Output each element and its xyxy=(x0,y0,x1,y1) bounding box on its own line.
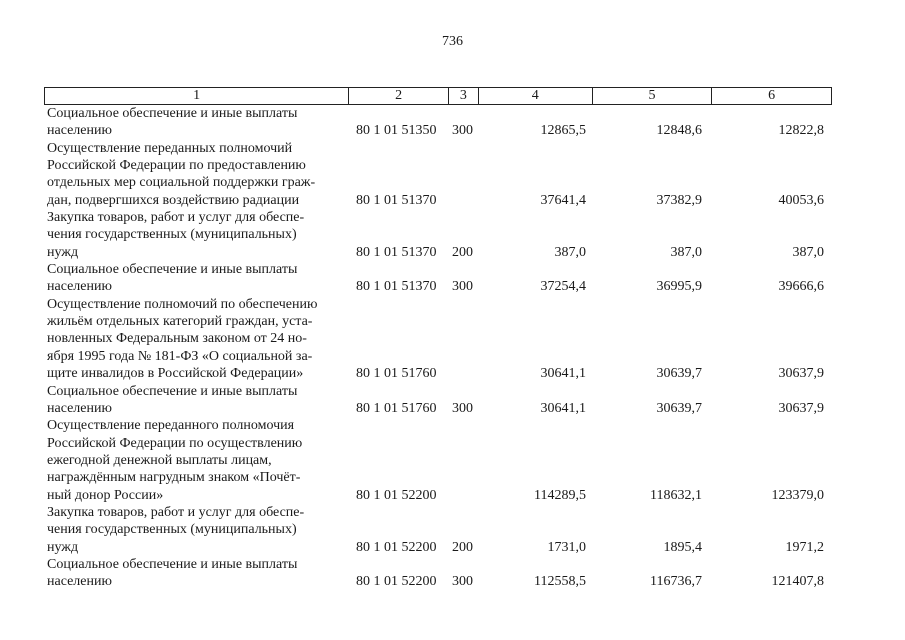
row-code: 80 1 01 52200 xyxy=(356,574,437,590)
column-header-4: 4 xyxy=(478,88,592,104)
description-line: ежегодной денежной выплаты лицам, xyxy=(47,452,272,468)
row-description xyxy=(44,556,348,591)
table-row xyxy=(44,209,832,261)
row-expense-type: 300 xyxy=(452,279,473,295)
row-value-col4: 12865,5 xyxy=(540,123,586,139)
row-value-col5: 12848,6 xyxy=(656,123,702,139)
row-code: 80 1 01 52200 xyxy=(356,487,437,503)
row-value-col6: 1971,2 xyxy=(785,539,824,555)
row-expense-type: 200 xyxy=(452,244,473,260)
description-line: нужд xyxy=(47,244,79,260)
description-line: щите инвалидов в Российской Федерации» xyxy=(47,366,304,382)
table-row xyxy=(44,556,832,591)
row-value-col4: 1731,0 xyxy=(547,539,586,555)
table-row xyxy=(44,140,832,209)
description-line: населению xyxy=(47,400,112,416)
row-value-col5: 30639,7 xyxy=(656,366,702,382)
table-row xyxy=(44,105,832,140)
row-expense-type: 300 xyxy=(452,400,473,416)
column-header-6: 6 xyxy=(711,88,831,104)
row-description xyxy=(44,261,348,296)
row-value-col5: 116736,7 xyxy=(650,574,702,590)
row-code: 80 1 01 51370 xyxy=(356,192,437,208)
row-description xyxy=(44,417,348,504)
row-value-col5: 30639,7 xyxy=(656,400,702,416)
row-value-col4: 387,0 xyxy=(554,244,586,260)
row-code: 80 1 01 51370 xyxy=(356,244,437,260)
table-row xyxy=(44,504,832,556)
row-expense-type: 300 xyxy=(452,123,473,139)
row-description xyxy=(44,383,348,418)
description-line: Осуществление полномочий по обеспечению xyxy=(47,296,318,312)
row-value-col6: 121407,8 xyxy=(771,574,824,590)
row-value-col4: 37254,4 xyxy=(540,279,586,295)
row-description xyxy=(44,105,348,140)
row-value-col4: 114289,5 xyxy=(534,487,586,503)
description-line: Социальное обеспечение и иные выплаты xyxy=(47,106,298,121)
description-line: Осуществление переданного полномочия xyxy=(47,418,295,434)
row-value-col6: 40053,6 xyxy=(778,192,824,208)
description-line: Закупка товаров, работ и услуг для обеспе- xyxy=(47,504,305,520)
table-body xyxy=(44,105,832,591)
description-line: ный донор России» xyxy=(47,487,164,503)
row-code: 80 1 01 52200 xyxy=(356,539,437,555)
description-line: населению xyxy=(47,123,112,139)
budget-table xyxy=(44,87,832,591)
row-value-col5: 36995,9 xyxy=(656,279,702,295)
row-value-col6: 12822,8 xyxy=(778,123,824,139)
row-value-col6: 387,0 xyxy=(792,244,824,260)
description-line: чения государственных (муниципальных) xyxy=(47,227,297,243)
description-line: Российской Федерации по предоставлению xyxy=(47,158,306,174)
row-value-col4: 112558,5 xyxy=(534,574,586,590)
description-line: Российской Федерации по осуществлению xyxy=(47,435,303,451)
row-code: 80 1 01 51760 xyxy=(356,400,437,416)
row-value-col5: 387,0 xyxy=(670,244,702,260)
row-value-col6: 39666,6 xyxy=(778,279,824,295)
row-value-col5: 118632,1 xyxy=(650,487,702,503)
row-value-col5: 1895,4 xyxy=(663,539,702,555)
description-line: жильём отдельных категорий граждан, уста- xyxy=(47,314,313,330)
row-value-col4: 30641,1 xyxy=(540,400,586,416)
row-code: 80 1 01 51350 xyxy=(356,123,437,139)
row-value-col4: 30641,1 xyxy=(540,366,586,382)
column-header-2: 2 xyxy=(348,88,448,104)
row-value-col6: 30637,9 xyxy=(778,366,824,382)
column-header-1: 1 xyxy=(193,88,201,103)
description-line: Социальное обеспечение и иные выплаты xyxy=(47,383,298,399)
row-code: 80 1 01 51760 xyxy=(356,366,437,382)
description-line: Закупка товаров, работ и услуг для обеспе- xyxy=(47,210,305,226)
page-number: 736 xyxy=(442,34,463,49)
row-description xyxy=(44,504,348,556)
description-line: Социальное обеспечение и иные выплаты xyxy=(47,262,298,278)
row-expense-type: 300 xyxy=(452,574,473,590)
description-line: ября 1995 года № 181-ФЗ «О социальной за- xyxy=(47,348,313,364)
table-row xyxy=(44,261,832,296)
table-row xyxy=(44,417,832,504)
row-value-col5: 37382,9 xyxy=(656,192,702,208)
row-code: 80 1 01 51370 xyxy=(356,279,437,295)
description-line: дан, подвергшихся воздействию радиации xyxy=(47,192,300,208)
description-line: новленных Федеральным законом от 24 но- xyxy=(47,331,307,347)
row-expense-type: 200 xyxy=(452,539,473,555)
description-line: награждённым нагрудным знаком «Почёт- xyxy=(47,470,301,486)
row-description xyxy=(44,140,348,209)
row-value-col4: 37641,4 xyxy=(540,192,586,208)
description-line: населению xyxy=(47,574,112,590)
description-line: населению xyxy=(47,279,112,295)
table-row xyxy=(44,296,832,383)
row-description xyxy=(44,209,348,261)
description-line: Социальное обеспечение и иные выплаты xyxy=(47,556,298,572)
description-line: Осуществление переданных полномочий xyxy=(47,140,293,156)
row-value-col6: 30637,9 xyxy=(778,400,824,416)
description-line: чения государственных (муниципальных) xyxy=(47,522,297,538)
table-row xyxy=(44,383,832,418)
row-value-col6: 123379,0 xyxy=(771,487,824,503)
table-header-row xyxy=(44,87,832,105)
row-description xyxy=(44,296,348,383)
column-header-3: 3 xyxy=(448,88,478,104)
column-header-5: 5 xyxy=(592,88,712,104)
description-line: нужд xyxy=(47,539,79,555)
description-line: отдельных мер социальной поддержки граж- xyxy=(47,175,316,191)
